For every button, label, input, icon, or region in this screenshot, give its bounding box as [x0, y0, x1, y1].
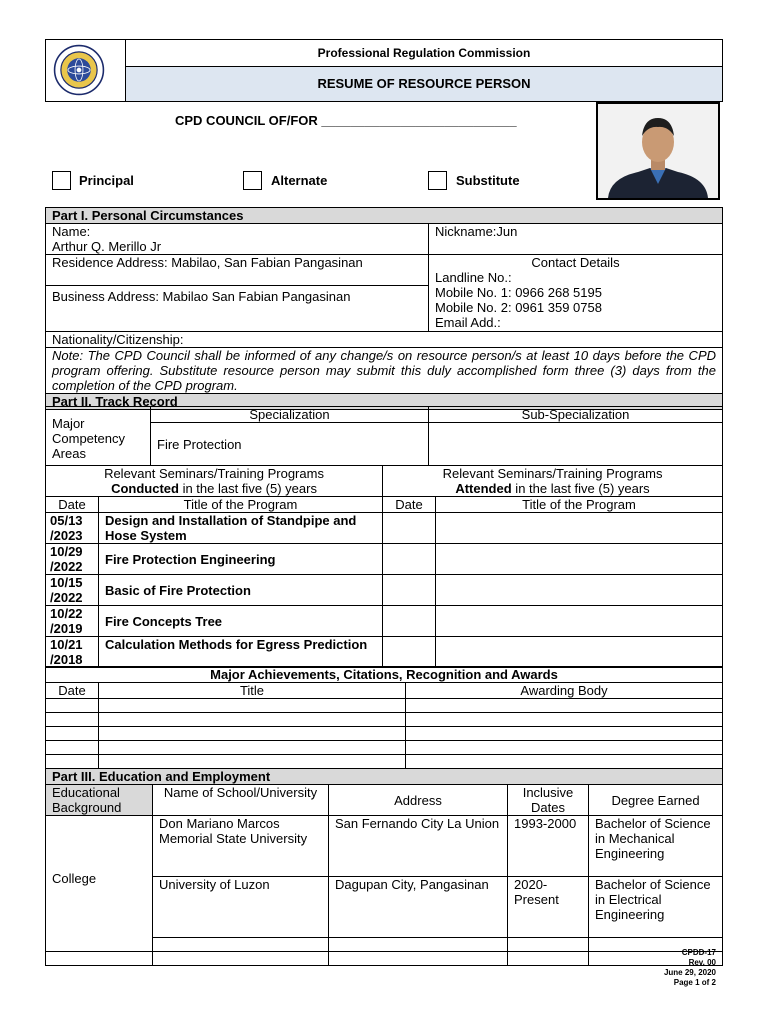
- personal-circumstances-table: [45, 207, 723, 410]
- attended-bold: Attended: [455, 481, 512, 496]
- residence-address[interactable]: Residence Address: Mabilao, San Fabian Pangasinan: [46, 255, 428, 286]
- ach-date-cell[interactable]: [46, 713, 99, 727]
- attended-title-cell[interactable]: [436, 575, 723, 606]
- prc-seal-cell: [46, 40, 126, 102]
- attended-date-cell[interactable]: [383, 544, 436, 575]
- program-row: [46, 575, 723, 606]
- form-rev: Rev. 00: [688, 958, 716, 967]
- edu-degree[interactable]: Bachelor of Science in Electrical Engineering: [589, 877, 723, 938]
- edu-background-header: Educational Background: [46, 785, 153, 816]
- conducted-header-line1: Relevant Seminars/Training Programs: [104, 466, 324, 481]
- edu-degree-header: Degree Earned: [589, 785, 723, 816]
- ach-row: [46, 699, 723, 713]
- attended-title-header: Title of the Program: [436, 497, 723, 513]
- attended-date-cell[interactable]: [383, 606, 436, 637]
- ach-title-cell[interactable]: [99, 699, 406, 713]
- edu-dates-cell[interactable]: [508, 952, 589, 966]
- substitute-checkbox[interactable]: [428, 171, 447, 190]
- email-field[interactable]: Email Add.:: [435, 315, 501, 330]
- name-label: Name:: [52, 224, 91, 239]
- edu-school[interactable]: University of Luzon: [153, 877, 329, 938]
- ach-title-cell[interactable]: [99, 741, 406, 755]
- conducted-header: [46, 466, 383, 497]
- edu-address[interactable]: San Fernando City La Union: [329, 816, 508, 877]
- achievements-table: [45, 666, 723, 769]
- nickname-field[interactable]: Nickname:Jun: [429, 224, 723, 255]
- edu-school-cell[interactable]: [153, 952, 329, 966]
- page-number: Page 1 of 2: [673, 978, 716, 987]
- programs-table: [45, 465, 723, 668]
- program-date[interactable]: 10/22 /2019: [46, 606, 99, 637]
- program-title[interactable]: Basic of Fire Protection: [99, 575, 383, 606]
- attended-header-line1: Relevant Seminars/Training Programs: [442, 466, 663, 481]
- person-photo-icon: [598, 104, 718, 198]
- council-line: CPD COUNCIL OF/FOR ___________________________: [175, 113, 517, 128]
- edu-row: [46, 952, 723, 966]
- edu-address-cell[interactable]: [329, 952, 508, 966]
- attended-date-cell[interactable]: [383, 513, 436, 544]
- edu-row: [46, 816, 723, 877]
- ach-body-cell[interactable]: [406, 727, 723, 741]
- ach-row: [46, 713, 723, 727]
- ach-body-cell[interactable]: [406, 699, 723, 713]
- subspecialization-header: Sub-Specialization: [429, 407, 723, 423]
- specialization-header: Specialization: [151, 407, 429, 423]
- major-competency-label: Major Competency Areas: [46, 407, 151, 466]
- program-title[interactable]: Calculation Methods for Egress Prediction: [99, 637, 383, 668]
- part3-heading: Part III. Education and Employment: [46, 769, 723, 785]
- education-table: [45, 768, 723, 966]
- program-title[interactable]: Fire Protection Engineering: [99, 544, 383, 575]
- attended-header: [383, 466, 723, 497]
- conducted-bold: Conducted: [111, 481, 179, 496]
- ach-title-cell[interactable]: [99, 727, 406, 741]
- ach-body-header: Awarding Body: [406, 683, 723, 699]
- edu-level[interactable]: College: [46, 816, 153, 952]
- address-cell: [46, 255, 429, 332]
- edu-dates[interactable]: 1993-2000: [508, 816, 589, 877]
- business-address[interactable]: Business Address: Mabilao San Fabian Pangasinan: [52, 289, 351, 304]
- form-footer: [664, 948, 716, 988]
- attended-header-line2: [389, 481, 716, 496]
- attended-date-header: Date: [383, 497, 436, 513]
- conducted-title-header: Title of the Program: [99, 497, 383, 513]
- principal-label: Principal: [79, 173, 134, 188]
- program-row: [46, 637, 723, 668]
- edu-level-cell[interactable]: [46, 952, 153, 966]
- edu-school-cell[interactable]: [153, 938, 329, 952]
- edu-school[interactable]: Don Mariano Marcos Memorial State University: [153, 816, 329, 877]
- form-date: June 29, 2020: [663, 968, 716, 977]
- part2-heading: Part II. Track Record: [46, 394, 723, 410]
- ach-row: [46, 727, 723, 741]
- ach-row: [46, 755, 723, 769]
- subspecialization-value[interactable]: [429, 423, 723, 466]
- ach-title-header: Title: [99, 683, 406, 699]
- program-date[interactable]: 10/15 /2022: [46, 575, 99, 606]
- header-table: [45, 39, 723, 102]
- note-text: Note: The CPD Council shall be informed of any change/s on resource person/s at least 10 days before the CPD program offering. Substitute resource person may submit this duly accomplished form three (3) days from the completion of the CPD program.: [46, 348, 723, 394]
- name-cell: [46, 224, 429, 255]
- specialization-value[interactable]: Fire Protection: [151, 423, 429, 466]
- program-title[interactable]: Fire Concepts Tree: [99, 606, 383, 637]
- org-name: Professional Regulation Commission: [126, 40, 723, 67]
- attended-title-cell[interactable]: [436, 513, 723, 544]
- principal-checkbox[interactable]: [52, 171, 71, 190]
- contact-cell: [429, 255, 723, 332]
- edu-address-header: Address: [329, 785, 508, 816]
- ach-date-cell[interactable]: [46, 755, 99, 769]
- program-row: [46, 544, 723, 575]
- ach-body-cell[interactable]: [406, 713, 723, 727]
- ach-title-cell[interactable]: [99, 713, 406, 727]
- edu-address-cell[interactable]: [329, 938, 508, 952]
- program-row: [46, 606, 723, 637]
- edu-address[interactable]: Dagupan City, Pangasinan: [329, 877, 508, 938]
- mobile1-field[interactable]: Mobile No. 1: 0966 268 5195: [435, 285, 602, 300]
- program-date[interactable]: 10/29 /2022: [46, 544, 99, 575]
- program-title[interactable]: Design and Installation of Standpipe and Hose System: [99, 513, 383, 544]
- part1-heading: Part I. Personal Circumstances: [46, 208, 723, 224]
- edu-dates-cell[interactable]: [508, 938, 589, 952]
- form-code: CPDD-17: [681, 948, 716, 957]
- ach-date-cell[interactable]: [46, 727, 99, 741]
- attended-date-cell[interactable]: [383, 575, 436, 606]
- alternate-label: Alternate: [271, 173, 328, 188]
- ach-body-cell[interactable]: [406, 755, 723, 769]
- ach-row: [46, 741, 723, 755]
- edu-dates-header: Inclusive Dates: [508, 785, 589, 816]
- landline-field[interactable]: Landline No.:: [435, 270, 512, 285]
- program-date[interactable]: 05/13 /2023: [46, 513, 99, 544]
- ach-date-cell[interactable]: [46, 741, 99, 755]
- id-photo: [596, 102, 720, 200]
- attended-post: in the last five (5) years: [511, 481, 650, 496]
- ach-body-cell[interactable]: [406, 741, 723, 755]
- attended-title-cell[interactable]: [436, 544, 723, 575]
- attended-date-cell[interactable]: [383, 637, 436, 668]
- attended-title-cell[interactable]: [436, 606, 723, 637]
- conducted-header-line2: [52, 481, 376, 496]
- mobile2-field[interactable]: Mobile No. 2: 0961 359 0758: [435, 300, 602, 315]
- ach-title-cell[interactable]: [99, 755, 406, 769]
- edu-school-header: Name of School/University: [153, 785, 329, 816]
- substitute-label: Substitute: [456, 173, 520, 188]
- conducted-date-header: Date: [46, 497, 99, 513]
- ach-date-header: Date: [46, 683, 99, 699]
- ach-date-cell[interactable]: [46, 699, 99, 713]
- contact-title: Contact Details: [531, 255, 620, 270]
- name-value[interactable]: Arthur Q. Merillo Jr: [52, 239, 162, 254]
- alternate-checkbox[interactable]: [243, 171, 262, 190]
- prc-seal-icon: [46, 44, 112, 96]
- conducted-post: in the last five (5) years: [178, 481, 317, 496]
- edu-dates[interactable]: 2020-Present: [508, 877, 589, 938]
- program-date[interactable]: 10/21 /2018: [46, 637, 99, 668]
- attended-title-cell[interactable]: [436, 637, 723, 668]
- form-title: RESUME OF RESOURCE PERSON: [126, 67, 723, 102]
- edu-degree[interactable]: Bachelor of Science in Mechanical Engineering: [589, 816, 723, 877]
- achievements-heading: Major Achievements, Citations, Recognition and Awards: [46, 667, 723, 683]
- competency-table: [45, 406, 723, 466]
- nationality-field[interactable]: Nationality/Citizenship:: [46, 332, 723, 348]
- program-row: [46, 513, 723, 544]
